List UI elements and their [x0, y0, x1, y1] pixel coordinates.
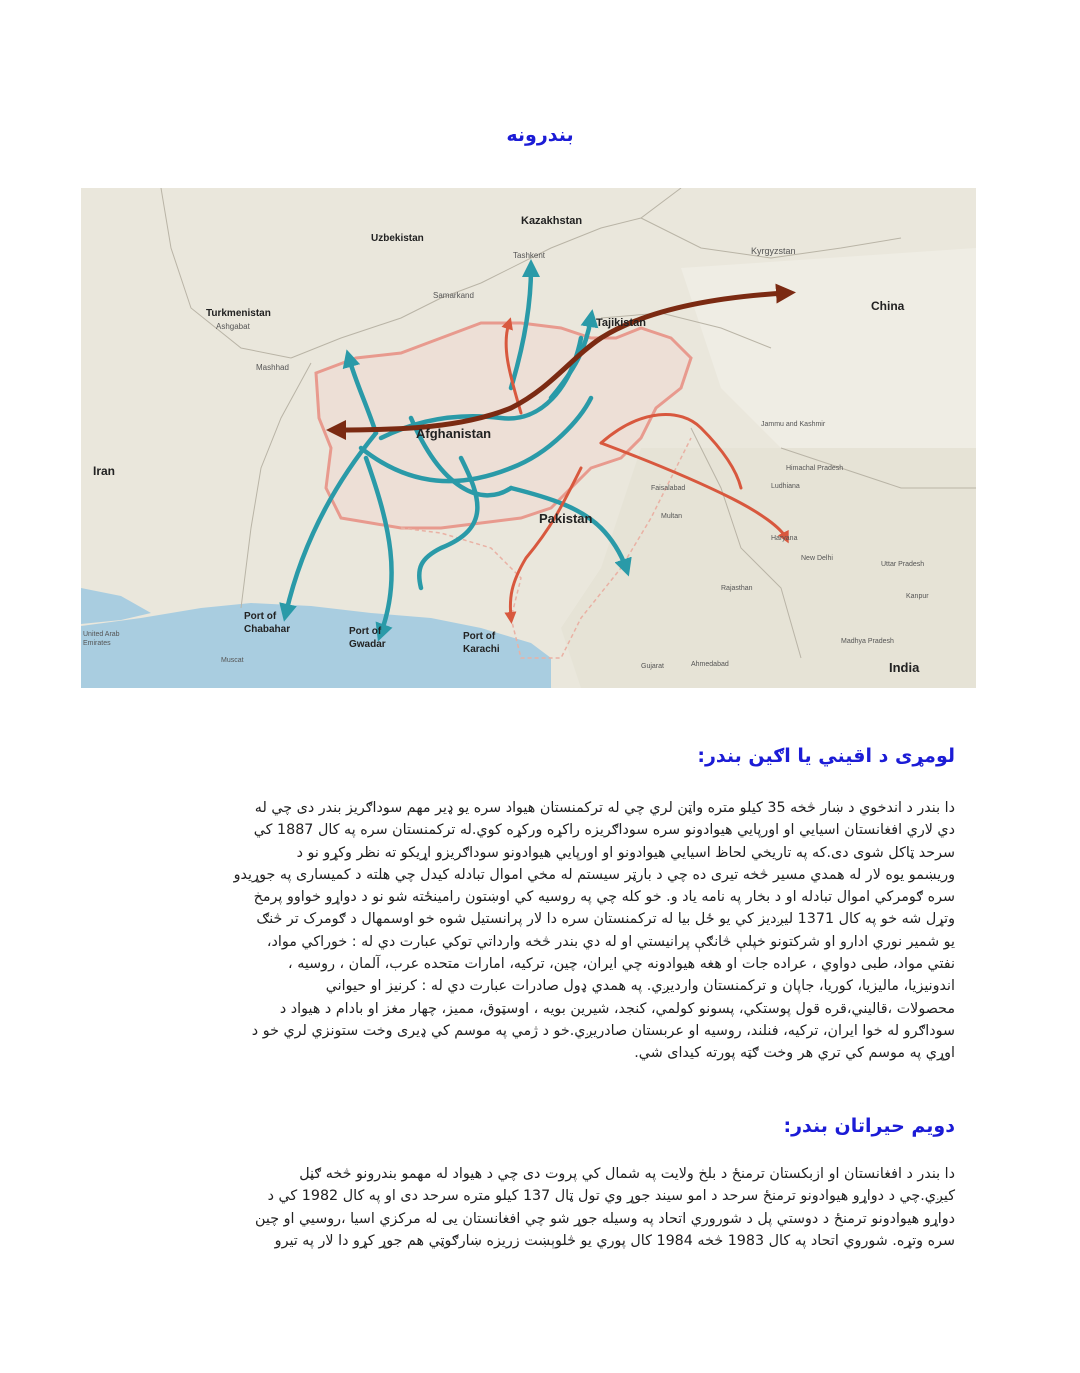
label-kyrgyzstan: Kyrgyzstan — [751, 246, 796, 256]
label-mashhad: Mashhad — [256, 363, 289, 372]
paragraph-line: دواړو هیوادونو ترمنځ د دوستي پل د شوروري اتحاد په وسیله جوړ شو چي افغانستان یی له مرکزي اسیا ،روسیي او چین — [255, 1210, 955, 1227]
section1-heading: لومړی د اقیني یا اګین بندر: — [697, 745, 955, 767]
label-kanpur: Kanpur — [906, 593, 929, 600]
label-port-karachi-line1: Port of — [463, 631, 496, 642]
label-new-delhi: New Delhi — [801, 555, 833, 562]
page-title: بندرونه — [506, 124, 574, 146]
label-iran: Iran — [93, 464, 116, 478]
paragraph-line: وتړل شه خو په کال 1371 لیږدیز کي یو ځل بیا له ترکمنستان سره دا لار پرانستیل شوه خو اوسمهال د ګومرک تر څنګ — [256, 911, 955, 928]
label-uttar-pradesh: Uttar Pradesh — [881, 561, 925, 568]
label-uae-line1: United Arab — [83, 631, 120, 638]
label-pakistan: Pakistan — [539, 511, 593, 526]
label-port-chabahar-line2: Chabahar — [244, 624, 291, 635]
paragraph-line: یو شمیر نوري ادارو او شرکتونو خپلې څانګې پرانیستي او له دي بندر څخه وارداتي توکي عبارت دي له : خوراکي مواد، — [266, 933, 955, 950]
paragraph-line: وریښمو یوه لار له همدي مسیر څخه تیری ده چي د بارټر سیستم له مخي اموال تبادله کیدل چي هلته د کمیساری په جوړیدو — [233, 866, 955, 883]
paragraph-line: دي لاري افغانستان اسیایي او اورپایي هیوادونو سره سوداګریزه راکړه ورکړه کوي.له ترکمنستان سره په کال 1887 کي — [253, 822, 955, 839]
label-port-gwadar-line2: Gwadar — [349, 639, 386, 650]
label-himachal: Himachal Pradesh — [786, 465, 844, 472]
label-haryana: Haryana — [771, 535, 798, 542]
label-port-karachi-line2: Karachi — [463, 644, 500, 655]
label-tajikistan: Tajikistan — [596, 317, 646, 329]
label-china: China — [871, 299, 905, 313]
paragraph-line: دا بندر د اندخوي د ښار څخه 35 کیلو متره واټن لري چي له ترکمنستان هیواد سره یو ډیر مهم سوداګریز بندر دی چي له — [254, 800, 955, 816]
label-multan: Multan — [661, 513, 683, 520]
label-samarkand: Samarkand — [433, 291, 474, 300]
paragraph-line: سوداګرو له خوا ایران، ترکیه، فنلند، روسیه او عربستان صادریږي.خو د ژمي په موسم کي ډیری وخت ستونزي لري خو د — [251, 1022, 955, 1039]
label-jammu-kashmir: Jammu and Kashmir — [761, 421, 826, 428]
paragraph-line: کیږي.چي د دواړو هیوادونو ترمنځ سرحد د امو سیند جوړ وي تول ټال 137 کیلو متره سرحد دی او په کال 1982 کي د — [267, 1188, 955, 1205]
label-uae-line2: Emirates — [83, 640, 111, 647]
paragraph-line: سرحد ټاکل شوی دی.که په تاریخي لحاظ اسیایي هیوادونو او اورپایي هیوادونو سوداګریزو اړیکو ته نظر وکړو نو د — [296, 844, 955, 861]
label-port-gwadar-line1: Port of — [349, 626, 382, 637]
paragraph-line: اوړي په موسم کي تري هر وخت ګټه پورته کیدای شي. — [634, 1045, 955, 1062]
paragraph-line: اندونیزیا، مالیزیا، کوریا، جاپان و ترکمنستان واردیږي. په همدي ډول صادرات عبارت دي له : کرنیز او حیواني — [325, 978, 955, 995]
section2-paragraph — [130, 1163, 955, 1252]
label-ahmedabad: Ahmedabad — [691, 661, 729, 668]
label-afghanistan: Afghanistan — [416, 426, 492, 441]
paragraph-line: دا بندر د افغانستان او ازبکستان ترمنځ د بلخ ولایت په شمال کي پروت دی چي د هیواد له مهمو بندرونو څخه ګڼل — [299, 1166, 955, 1182]
paragraph-line: سره ګومرکي اموال تبادله او د بخار په نامه یاد و. خو کله چي په روسیه کي اوښتون رامینځته شو نو د دواړو خواوو پرمخ — [253, 889, 955, 906]
paragraph-line: نفتي مواد، طبی دواوي ، عراده جات او هغه هیوادونه چي ایران، چین، ترکیه، امارات متحده عرب، آلمان ، روسیه ، — [288, 956, 955, 973]
label-tashkent: Tashkent — [513, 251, 546, 260]
section1-paragraph — [130, 797, 955, 1065]
label-kazakhstan: Kazakhstan — [521, 215, 583, 227]
label-ashgabat: Ashgabat — [216, 322, 250, 331]
label-madhya-pradesh: Madhya Pradesh — [841, 638, 894, 645]
label-uzbekistan: Uzbekistan — [371, 233, 424, 244]
paragraph-line: سره وتړه. شوروي اتحاد په کال 1983 څخه 1984 کال پوري یو څلوېښت زریزه ښارګوټي هم جوړ کړو دا لار په تیرو — [274, 1232, 955, 1249]
label-faisalabad: Faisalabad — [651, 485, 686, 492]
label-turkmenistan: Turkmenistan — [206, 308, 271, 319]
trade-routes-map — [81, 188, 976, 688]
label-gujarat: Gujarat — [641, 663, 664, 670]
label-ludhiana: Ludhiana — [771, 483, 800, 490]
label-port-chabahar-line1: Port of — [244, 611, 277, 622]
label-muscat: Muscat — [221, 657, 244, 664]
label-india: India — [889, 660, 920, 675]
paragraph-line: محصولات ،قالیني،قره قول پوستکي، پسونو کولمي، کنجد، شیرین بویه ، اوسټوق، ممیز، چهار مغز او بادام د هیواد د — [279, 1000, 955, 1017]
section2-heading: دویم حیراتان بندر: — [783, 1115, 955, 1137]
label-rajasthan: Rajasthan — [721, 585, 753, 592]
